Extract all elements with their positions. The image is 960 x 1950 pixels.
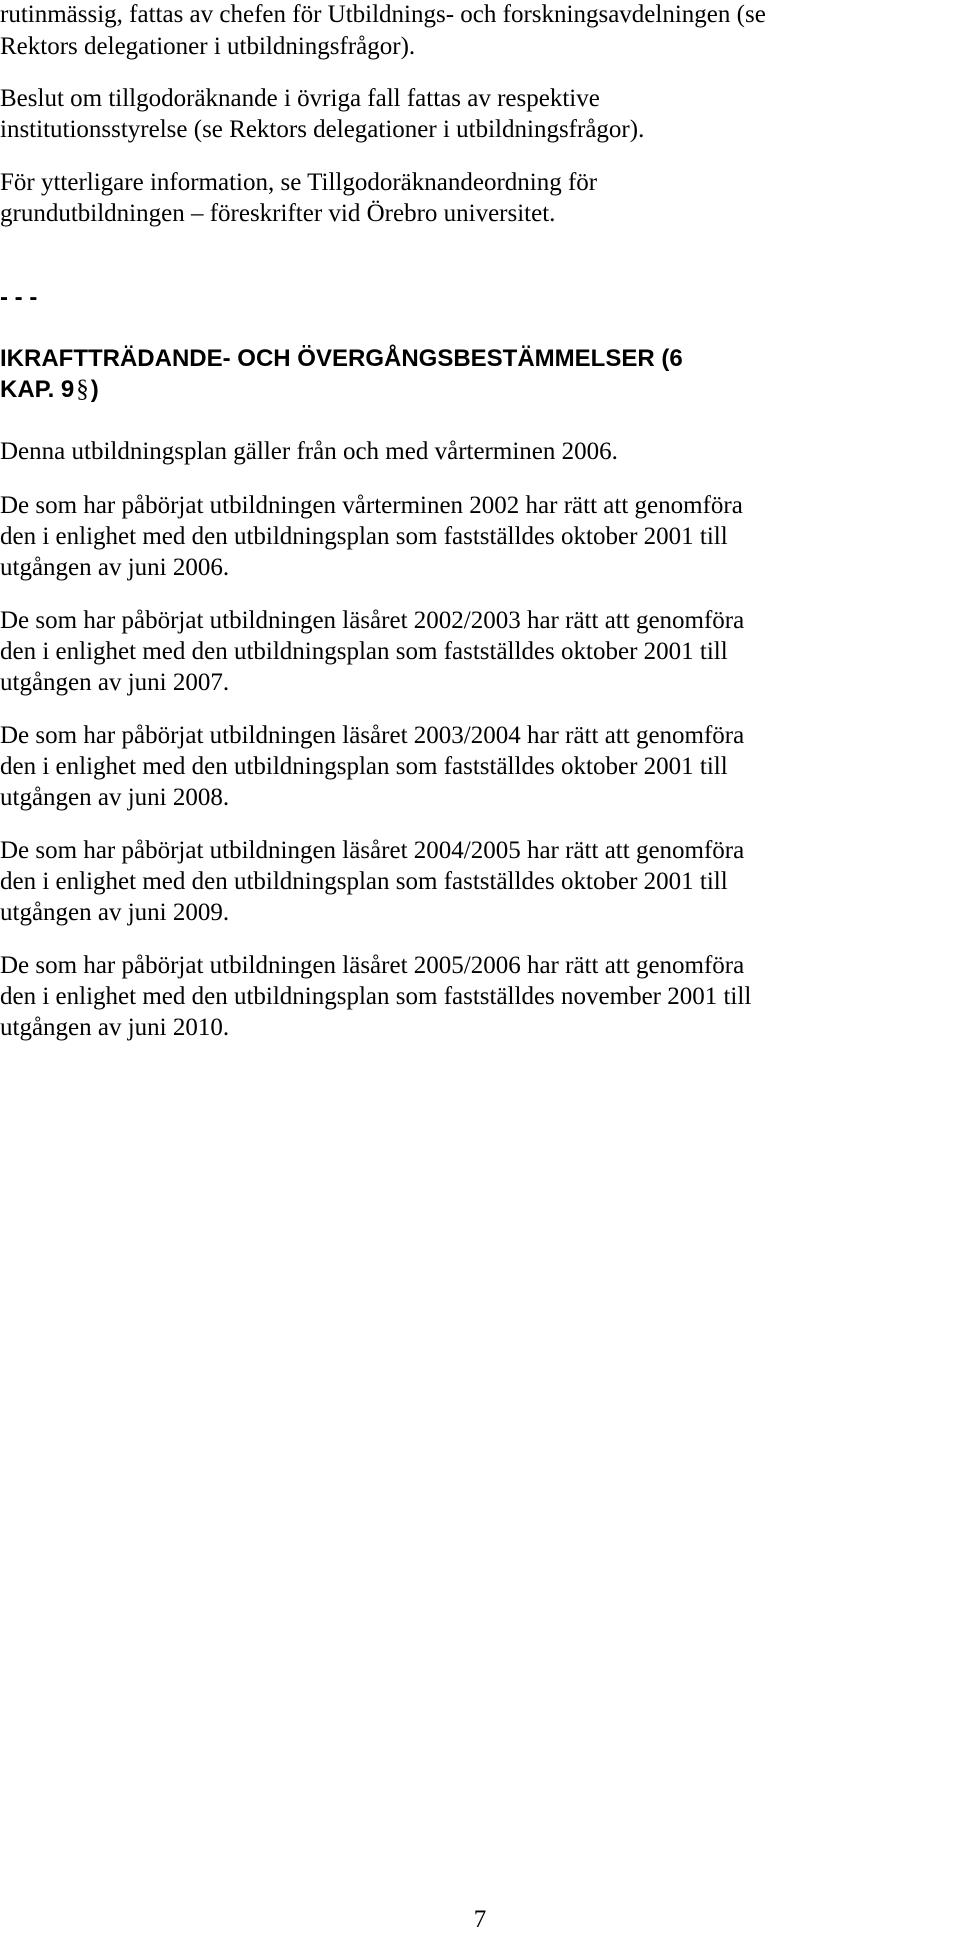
- text-line: De som har påbörjat utbildningen vårterminen 2002 har rätt att genomföra: [0, 492, 743, 519]
- heading-chapter-text: KAP. 9: [0, 376, 75, 403]
- text-line: utgången av juni 2007.: [0, 669, 230, 696]
- section-separator: - - -: [0, 284, 38, 311]
- text-line: De som har påbörjat utbildningen läsåret 2002/2003 har rätt att genomföra: [0, 607, 745, 634]
- text-line: De som har påbörjat utbildningen läsåret 2004/2005 har rätt att genomföra: [0, 837, 745, 864]
- text-line: Rektors delegationer i utbildningsfrågor).: [0, 33, 416, 60]
- text-line: institutionsstyrelse (se Rektors delegationer i utbildningsfrågor).: [0, 116, 645, 143]
- heading-line: [0, 374, 99, 405]
- text-line: utgången av juni 2006.: [0, 554, 230, 581]
- text-line: utgången av juni 2009.: [0, 899, 230, 926]
- section-symbol: §: [76, 376, 89, 403]
- heading-closing-paren: ): [90, 376, 99, 403]
- text-line: rutinmässig, fattas av chefen för Utbildnings- och forskningsavdelningen (se: [0, 1, 766, 28]
- text-line: den i enlighet med den utbildningsplan som fastställdes oktober 2001 till: [0, 753, 728, 780]
- text-line: De som har påbörjat utbildningen läsåret 2005/2006 har rätt att genomföra: [0, 952, 745, 979]
- text-line: den i enlighet med den utbildningsplan som fastställdes oktober 2001 till: [0, 638, 728, 665]
- text-line: De som har påbörjat utbildningen läsåret 2003/2004 har rätt att genomföra: [0, 722, 745, 749]
- text-line: den i enlighet med den utbildningsplan som fastställdes november 2001 till: [0, 983, 752, 1010]
- text-line: utgången av juni 2010.: [0, 1014, 230, 1041]
- text-line: grundutbildningen – föreskrifter vid Örebro universitet.: [0, 200, 556, 227]
- text-line: Beslut om tillgodoräknande i övriga fall fattas av respektive: [0, 85, 600, 112]
- text-line: För ytterligare information, se Tillgodoräknandeordning för: [0, 169, 598, 196]
- text-line: den i enlighet med den utbildningsplan som fastställdes oktober 2001 till: [0, 523, 728, 550]
- heading-line: IKRAFTTRÄDANDE- OCH ÖVERGÅNGSBESTÄMMELSER (6: [0, 345, 683, 372]
- text-line: den i enlighet med den utbildningsplan som fastställdes oktober 2001 till: [0, 868, 728, 895]
- effective-date-statement: Denna utbildningsplan gäller från och med vårterminen 2006.: [0, 438, 618, 465]
- text-line: utgången av juni 2008.: [0, 784, 230, 811]
- page-number: 7: [473, 1906, 487, 1933]
